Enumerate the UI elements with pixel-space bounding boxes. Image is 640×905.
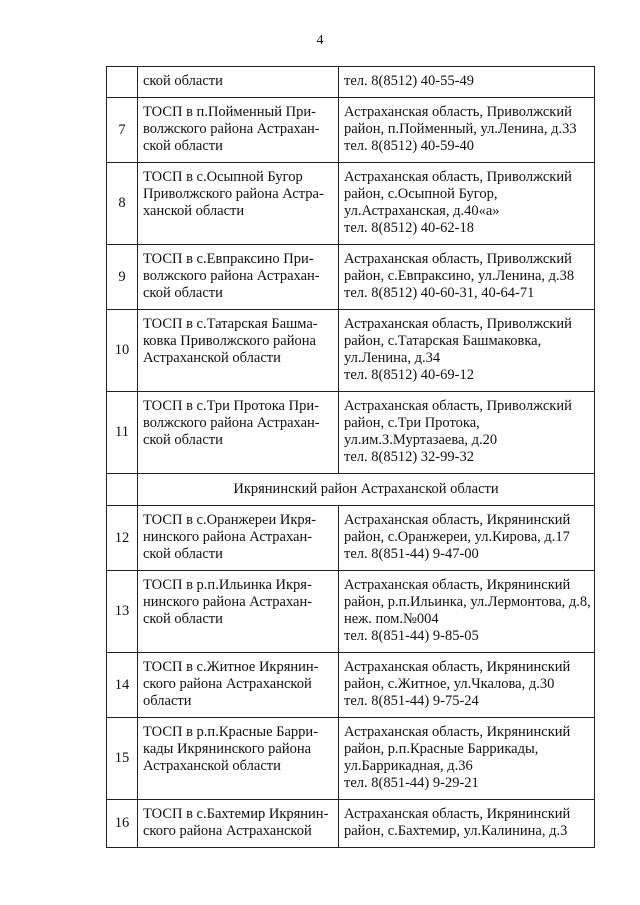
office-name-line: ского района Астраханской	[143, 823, 312, 839]
office-address-cell	[339, 310, 595, 392]
office-address-line: район, с.Оранжереи, ул.Кирова, д.17	[344, 529, 570, 545]
row-number: 10	[107, 310, 138, 392]
office-address-line: район, р.п.Ильинка, ул.Лермонтова, д.8,	[344, 594, 591, 610]
office-name-line: ТОСП в с.Житное Икрянин-	[143, 659, 319, 675]
office-address-line: район, р.п.Красные Баррикады,	[344, 741, 539, 757]
office-address-line: Астраханская область, Приволжский	[344, 104, 572, 120]
office-address-line: неж. пом.№004	[344, 611, 439, 627]
office-address-line: тел. 8(8512) 32-99-32	[344, 449, 474, 465]
office-name-line: ТОСП в р.п.Красные Барри-	[143, 724, 319, 740]
office-name-line: волжского района Астрахан-	[143, 268, 320, 284]
office-address-cell	[339, 506, 595, 571]
offices-table-body	[107, 67, 595, 848]
office-address-cell	[339, 392, 595, 474]
office-address-cell	[339, 800, 595, 848]
page-number: 4	[316, 33, 324, 48]
office-name-line: Приволжского района Астра-	[143, 186, 324, 202]
office-address-line: ул.Астраханская, д.40«а»	[344, 203, 500, 219]
office-address-cell	[339, 653, 595, 718]
office-name-line: ского района Астраханской	[143, 676, 312, 692]
office-name-line: ской области	[143, 432, 223, 448]
office-address-line: район, с.Осыпной Бугор,	[344, 186, 498, 202]
office-address-line: район, с.Три Протока,	[344, 415, 480, 431]
office-name-cell	[138, 800, 339, 848]
office-name-cell	[138, 163, 339, 245]
office-name-line: ТОСП в р.п.Ильинка Икря-	[143, 577, 312, 593]
office-address-line: район, с.Евпраксино, ул.Ленина, д.38	[344, 268, 575, 284]
office-address-line: тел. 8(8512) 40-69-12	[344, 367, 474, 383]
office-address-cell	[339, 67, 595, 98]
row-number: 12	[107, 506, 138, 571]
office-name-line: ковка Приволжского района	[143, 333, 316, 349]
office-name-line: ской области	[143, 285, 223, 301]
table-row	[107, 163, 595, 245]
table-row	[107, 800, 595, 848]
office-address-line: ул.Ленина, д.34	[344, 350, 441, 366]
row-number: 9	[107, 245, 138, 310]
office-name-cell	[138, 310, 339, 392]
office-name-line: кады Икрянинского района	[143, 741, 312, 757]
office-name-cell	[138, 718, 339, 800]
office-address-line: район, с.Бахтемир, ул.Калинина, д.3	[344, 823, 568, 839]
row-number: 8	[107, 163, 138, 245]
office-address-line: тел. 8(851-44) 9-29-21	[344, 775, 479, 791]
office-name-cell	[138, 67, 339, 98]
office-address-line: ул.им.З.Муртазаева, д.20	[344, 432, 498, 448]
office-name-line: ской области	[143, 611, 223, 627]
office-address-line: Астраханская область, Приволжский	[344, 398, 572, 414]
office-name-line: нинского района Астрахан-	[143, 529, 313, 545]
table-row	[107, 392, 595, 474]
office-address-line: Астраханская область, Икрянинский	[344, 512, 571, 528]
office-name-cell	[138, 98, 339, 163]
table-row	[107, 653, 595, 718]
table-row	[107, 506, 595, 571]
office-address-line: Астраханская область, Приволжский	[344, 316, 572, 332]
table-row	[107, 718, 595, 800]
office-name-cell	[138, 506, 339, 571]
office-name-line: ТОСП в п.Пойменный При-	[143, 104, 316, 120]
office-name-line: нинского района Астрахан-	[143, 594, 313, 610]
row-number: 13	[107, 571, 138, 653]
office-address-line: район, с.Житное, ул.Чкалова, д.30	[344, 676, 555, 692]
office-address-cell	[339, 98, 595, 163]
offices-table	[106, 66, 595, 848]
office-address-line: тел. 8(8512) 40-59-40	[344, 138, 474, 154]
row-number: 15	[107, 718, 138, 800]
office-address-line: тел. 8(851-44) 9-85-05	[344, 628, 479, 644]
office-name-line: ТОСП в с.Осыпной Бугор	[143, 169, 303, 185]
office-name-cell	[138, 571, 339, 653]
office-address-line: тел. 8(8512) 40-60-31, 40-64-71	[344, 285, 535, 301]
office-name-line: ТОСП в с.Бахтемир Икрянин-	[143, 806, 329, 822]
office-address-line: тел. 8(851-44) 9-47-00	[344, 546, 479, 562]
office-address-line: тел. 8(851-44) 9-75-24	[344, 693, 479, 709]
row-number: 16	[107, 800, 138, 848]
office-name-line: области	[143, 693, 192, 709]
office-address-line: Астраханская область, Икрянинский	[344, 806, 571, 822]
office-address-line: Астраханская область, Приволжский	[344, 251, 572, 267]
office-address-cell	[339, 245, 595, 310]
office-name-line: ской области	[143, 546, 223, 562]
office-address-line: Астраханская область, Приволжский	[344, 169, 572, 185]
office-name-line: Астраханской области	[143, 758, 281, 774]
row-number: 11	[107, 392, 138, 474]
office-name-line: ской области	[143, 73, 223, 89]
office-address-cell	[339, 718, 595, 800]
office-name-line: ТОСП в с.Оранжереи Икря-	[143, 512, 317, 528]
row-number	[107, 67, 138, 98]
office-name-line: ханской области	[143, 203, 245, 219]
table-row	[107, 310, 595, 392]
office-name-cell	[138, 245, 339, 310]
office-name-line: ТОСП в с.Евпраксино При-	[143, 251, 314, 267]
office-address-line: Астраханская область, Икрянинский	[344, 659, 571, 675]
office-name-cell	[138, 392, 339, 474]
office-name-line: ТОСП в с.Три Протока При-	[143, 398, 319, 414]
office-address-cell	[339, 163, 595, 245]
row-number-cell	[107, 474, 138, 506]
row-number: 14	[107, 653, 138, 718]
office-address-line: тел. 8(8512) 40-55-49	[344, 73, 474, 89]
office-address-line: район, п.Пойменный, ул.Ленина, д.33	[344, 121, 577, 137]
office-address-line: район, с.Татарская Башмаковка,	[344, 333, 542, 349]
office-address-cell	[339, 571, 595, 653]
office-address-line: ул.Баррикадная, д.36	[344, 758, 473, 774]
table-row	[107, 98, 595, 163]
office-name-line: ТОСП в с.Татарская Башма-	[143, 316, 318, 332]
office-name-cell	[138, 653, 339, 718]
table-row	[107, 245, 595, 310]
table-row	[107, 67, 595, 98]
row-number: 7	[107, 98, 138, 163]
office-address-line: Астраханская область, Икрянинский	[344, 577, 571, 593]
section-heading: Икрянинский район Астраханской области	[138, 474, 595, 506]
section-row	[107, 474, 595, 506]
office-address-line: Астраханская область, Икрянинский	[344, 724, 571, 740]
office-name-line: Астраханской области	[143, 350, 281, 366]
office-address-line: тел. 8(8512) 40-62-18	[344, 220, 474, 236]
office-name-line: волжского района Астрахан-	[143, 415, 320, 431]
table-row	[107, 571, 595, 653]
office-name-line: ской области	[143, 138, 223, 154]
office-name-line: волжского района Астрахан-	[143, 121, 320, 137]
